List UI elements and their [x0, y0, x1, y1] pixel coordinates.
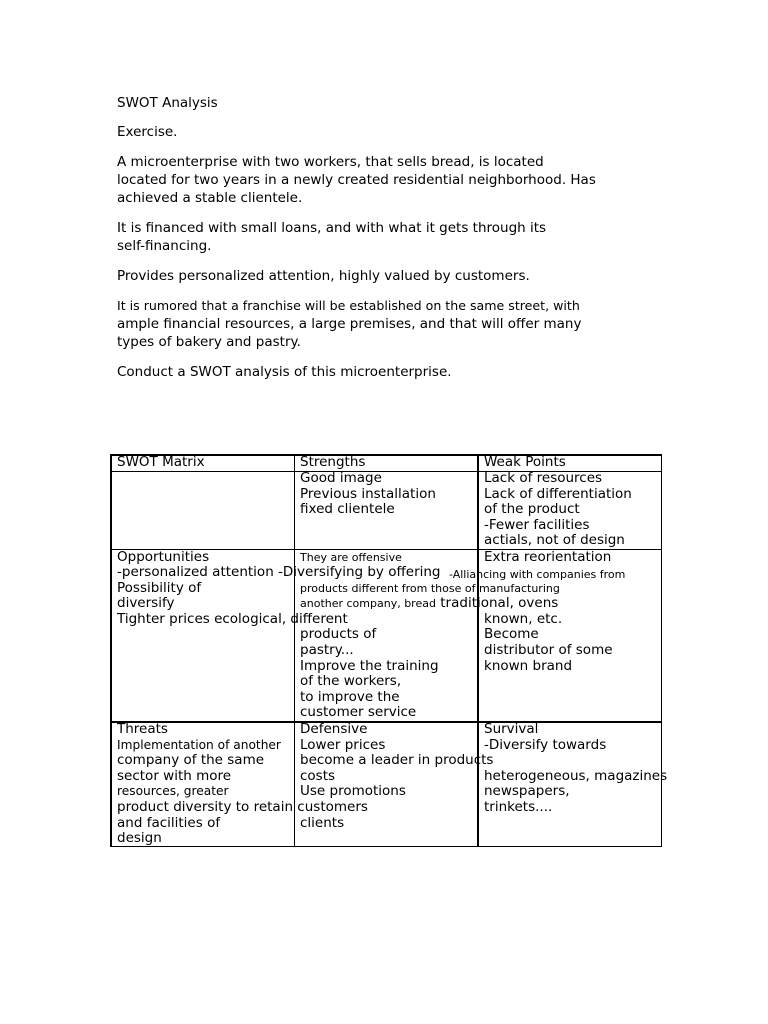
table-cell-line: Threats: [117, 721, 168, 737]
table-cell-line: products different from those of manufacturing: [300, 581, 560, 595]
table-cell-line: Possibility of: [117, 579, 202, 596]
table-cell-line: -Diversify towards: [484, 736, 607, 753]
table-cell-line: Tighter prices ecological, different: [117, 610, 348, 627]
row2-weak-points: [484, 550, 613, 675]
table-cell-line: resources, greater: [117, 784, 229, 799]
table-header-swot-matrix: SWOT Matrix: [117, 454, 205, 470]
table-cell-line: Defensive: [300, 721, 368, 737]
table-cell-line: become a leader in products: [300, 752, 494, 769]
table-cell-line: product diversity to retain customers: [117, 798, 368, 815]
table-cell-line: known, etc.: [484, 610, 563, 627]
row3-strengths: [300, 722, 493, 831]
table-cell-line: newspapers,: [484, 783, 570, 800]
table-cell-line: to improve the: [300, 688, 400, 705]
table-cell-line: heterogeneous, magazines: [484, 767, 668, 784]
table-cell-line: of the product: [484, 501, 580, 518]
text-line: A microenterprise with two workers, that sells bread, is located: [117, 154, 544, 170]
table-cell-line: Good image: [300, 470, 382, 486]
text-line: types of bakery and pastry.: [117, 334, 301, 350]
table-cell-line: [484, 596, 613, 612]
row1-strengths: [300, 471, 436, 518]
table-cell-line: Extra reorientation: [484, 548, 612, 565]
table-cell-line: costs: [300, 767, 336, 784]
paragraph-1: [117, 153, 637, 207]
table-cell-line: pastry...: [300, 642, 354, 659]
exercise-label: Exercise.: [117, 124, 178, 140]
table-cell-line: clients: [300, 814, 345, 831]
table-cell-line: distributor of some: [484, 642, 613, 659]
table-cell-line: diversify: [117, 595, 175, 612]
table-cell-line: Previous installation: [300, 485, 436, 502]
table-cell-line: [484, 565, 613, 581]
table-cell-text: traditional, ovens: [440, 595, 559, 612]
table-cell-line: actials, not of design: [484, 532, 625, 549]
table-cell-line: and facilities of: [117, 814, 221, 831]
paragraph-3: Provides personalized attention, highly valued by customers.: [117, 268, 530, 284]
table-cell-line: Lack of differentiation: [484, 485, 632, 502]
table-cell-line: Opportunities: [117, 548, 210, 565]
text-line: self-financing.: [117, 238, 212, 254]
row2-alliancing-note: -Alliancing with companies from: [449, 568, 626, 581]
paragraph-5: Conduct a SWOT analysis of this microenterprise.: [117, 364, 452, 380]
table-cell-line: design: [117, 830, 162, 847]
table-cell-line: -Fewer facilities: [484, 516, 590, 533]
row1-weak-points: [484, 471, 632, 549]
table-cell-text: another company, bread: [300, 597, 436, 611]
text-line: achieved a stable clientele.: [117, 190, 303, 206]
text-line: It is rumored that a franchise will be established on the same street, with: [117, 298, 580, 313]
table-cell-line: [484, 581, 613, 597]
document-title: SWOT Analysis: [117, 95, 218, 111]
table-cell-line: fixed clientele: [300, 501, 395, 518]
table-cell-line: company of the same: [117, 752, 265, 769]
table-cell-line: Become: [484, 626, 539, 643]
table-header-strengths: Strengths: [300, 454, 366, 470]
table-cell-line: products of: [300, 626, 377, 643]
table-cell-line: Improve the training: [300, 657, 439, 674]
paragraph-4: [117, 297, 637, 351]
text-line: It is financed with small loans, and with what it gets through its: [117, 220, 547, 236]
table-cell-line: -personalized attention -Diversifying by offering: [117, 564, 441, 581]
paragraph-2: [117, 219, 637, 255]
table-cell-line: They are offensive: [300, 550, 402, 564]
table-cell-line: trinkets....: [484, 798, 553, 815]
table-cell-line: Survival: [484, 721, 539, 737]
text-line: located for two years in a newly created residential neighborhood. Has: [117, 172, 596, 188]
table-cell-line: customer service: [300, 704, 417, 721]
table-cell-line: Lower prices: [300, 736, 386, 753]
table-cell-line: of the workers,: [300, 673, 402, 690]
table-cell-line: Implementation of another: [117, 737, 281, 752]
table-cell-line: Use promotions: [300, 783, 406, 800]
table-border: [110, 454, 112, 847]
table-cell-line: sector with more: [117, 767, 232, 784]
table-cell-line: Lack of resources: [484, 470, 603, 486]
table-cell-line: known brand: [484, 657, 573, 674]
table-header-weak-points: Weak Points: [484, 454, 566, 470]
text-line: ample financial resources, a large premises, and that will offer many: [117, 316, 582, 332]
table-cell-line: [300, 800, 493, 816]
row3-weak-points: [484, 722, 667, 816]
table-cell-line: [484, 753, 667, 769]
